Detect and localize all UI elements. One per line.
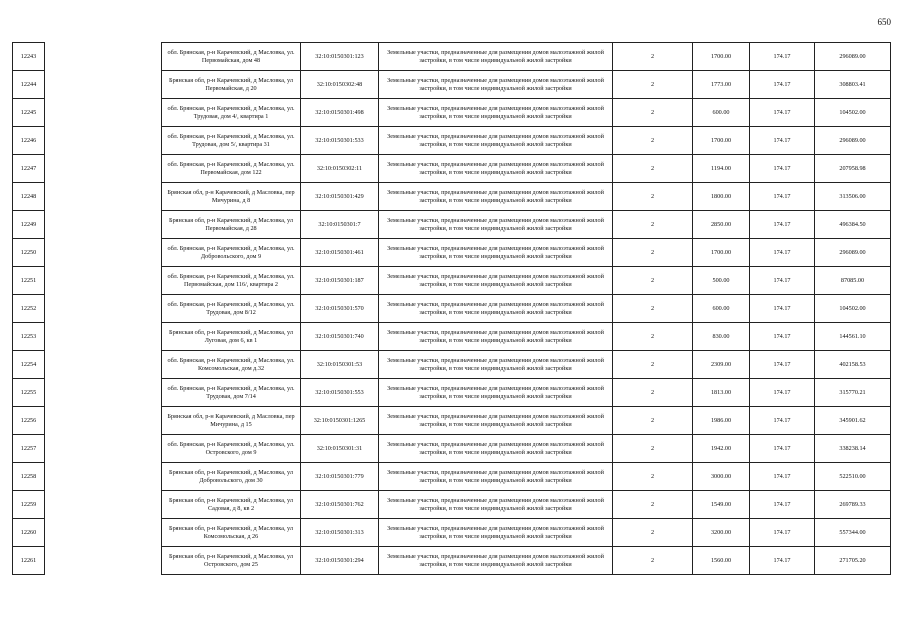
area-cell: 1773.00	[693, 71, 750, 99]
empty-column-cell	[45, 519, 162, 547]
row-number: 12255	[13, 379, 45, 407]
row-number: 12259	[13, 491, 45, 519]
specific-value-cell: 174.17	[750, 519, 815, 547]
cadastral-number-cell: 32:10:0150301:740	[301, 323, 379, 351]
specific-value-cell: 174.17	[750, 239, 815, 267]
category-cell: 2	[613, 351, 693, 379]
address-cell: Брянская обл, р-н Карачевский, д Масловка, ул Комсомольская, д 26	[162, 519, 301, 547]
cadastral-value-cell: 308803.41	[815, 71, 891, 99]
address-cell: обл. Брянская, р-н Карачевский, д Масловка, ул. Добровольского, дом 9	[162, 239, 301, 267]
specific-value-cell: 174.17	[750, 127, 815, 155]
category-cell: 2	[613, 519, 693, 547]
area-cell: 830.00	[693, 323, 750, 351]
land-use-cell: Земельные участки, предназначенные для размещения домов малоэтажной жилой застройки, в том числе индивидуальной жилой застройки	[379, 127, 613, 155]
row-number: 12245	[13, 99, 45, 127]
category-cell: 2	[613, 491, 693, 519]
specific-value-cell: 174.17	[750, 71, 815, 99]
land-use-cell: Земельные участки, предназначенные для размещения домов малоэтажной жилой застройки, в том числе индивидуальной жилой застройки	[379, 183, 613, 211]
specific-value-cell: 174.17	[750, 547, 815, 575]
cadastral-value-cell: 296089.00	[815, 127, 891, 155]
land-use-cell: Земельные участки, предназначенные для размещения домов малоэтажной жилой застройки, в том числе индивидуальной жилой застройки	[379, 239, 613, 267]
category-cell: 2	[613, 267, 693, 295]
category-cell: 2	[613, 155, 693, 183]
land-use-cell: Земельные участки, предназначенные для размещения домов малоэтажной жилой застройки, в том числе индивидуальной жилой застройки	[379, 547, 613, 575]
land-use-cell: Земельные участки, предназначенные для размещения домов малоэтажной жилой застройки, в том числе индивидуальной жилой застройки	[379, 155, 613, 183]
cadastral-value-cell: 207958.98	[815, 155, 891, 183]
specific-value-cell: 174.17	[750, 435, 815, 463]
specific-value-cell: 174.17	[750, 351, 815, 379]
land-use-cell: Земельные участки, предназначенные для размещения домов малоэтажной жилой застройки, в том числе индивидуальной жилой застройки	[379, 295, 613, 323]
cadastral-number-cell: 32:10:0150301:294	[301, 547, 379, 575]
category-cell: 2	[613, 99, 693, 127]
category-cell: 2	[613, 183, 693, 211]
category-cell: 2	[613, 463, 693, 491]
address-cell: Брянская обл, р-н Карачевский, д Масловка, пер Мичурина, д 15	[162, 407, 301, 435]
row-number: 12257	[13, 435, 45, 463]
row-number: 12250	[13, 239, 45, 267]
empty-column-cell	[45, 435, 162, 463]
land-use-cell: Земельные участки, предназначенные для размещения домов малоэтажной жилой застройки, в том числе индивидуальной жилой застройки	[379, 267, 613, 295]
cadastral-number-cell: 32:10:0150302:48	[301, 71, 379, 99]
land-use-cell: Земельные участки, предназначенные для размещения домов малоэтажной жилой застройки, в том числе индивидуальной жилой застройки	[379, 463, 613, 491]
cadastral-number-cell: 32:10:0150301:53	[301, 351, 379, 379]
address-cell: Брянская обл, р-н Карачевский, д Масловка, ул Первомайская, д 28	[162, 211, 301, 239]
area-cell: 600.00	[693, 295, 750, 323]
land-use-cell: Земельные участки, предназначенные для размещения домов малоэтажной жилой застройки, в том числе индивидуальной жилой застройки	[379, 491, 613, 519]
area-cell: 1700.00	[693, 43, 750, 71]
address-cell: обл. Брянская, р-н Карачевский, д Масловка, ул. Первомайская, дом 116/, квартира 2	[162, 267, 301, 295]
cadastral-value-cell: 296089.00	[815, 43, 891, 71]
row-number: 12248	[13, 183, 45, 211]
empty-column-cell	[45, 323, 162, 351]
table-row	[13, 463, 891, 491]
empty-column-cell	[45, 43, 162, 71]
cadastral-number-cell: 32:10:0150302:11	[301, 155, 379, 183]
cadastral-number-cell: 32:10:0150301:779	[301, 463, 379, 491]
land-use-cell: Земельные участки, предназначенные для размещения домов малоэтажной жилой застройки, в том числе индивидуальной жилой застройки	[379, 435, 613, 463]
specific-value-cell: 174.17	[750, 211, 815, 239]
address-cell: обл. Брянская, р-н Карачевский, д Масловка, ул. Комсомольская, дом д.32	[162, 351, 301, 379]
table-row	[13, 491, 891, 519]
empty-column-cell	[45, 127, 162, 155]
cadastral-value-cell: 557344.00	[815, 519, 891, 547]
empty-column-cell	[45, 99, 162, 127]
category-cell: 2	[613, 379, 693, 407]
area-cell: 1942.00	[693, 435, 750, 463]
cadastral-value-cell: 315770.21	[815, 379, 891, 407]
category-cell: 2	[613, 323, 693, 351]
empty-column-cell	[45, 463, 162, 491]
empty-column-cell	[45, 239, 162, 267]
empty-column-cell	[45, 155, 162, 183]
cadastral-value-table	[12, 42, 891, 575]
cadastral-value-cell: 104502.00	[815, 295, 891, 323]
address-cell: обл. Брянская, р-н Карачевский, д Масловка, ул. Первомайская, дом 122	[162, 155, 301, 183]
cadastral-value-cell: 269789.33	[815, 491, 891, 519]
area-cell: 1700.00	[693, 127, 750, 155]
address-cell: Брянская обл, р-н Карачевский, д Масловка, ул Добровольского, дом 30	[162, 463, 301, 491]
area-cell: 600.00	[693, 99, 750, 127]
land-use-cell: Земельные участки, предназначенные для размещения домов малоэтажной жилой застройки, в том числе индивидуальной жилой застройки	[379, 379, 613, 407]
cadastral-number-cell: 32:10:0150301:123	[301, 43, 379, 71]
specific-value-cell: 174.17	[750, 491, 815, 519]
cadastral-number-cell: 32:10:0150301:553	[301, 379, 379, 407]
table-row	[13, 71, 891, 99]
cadastral-value-cell: 496384.50	[815, 211, 891, 239]
specific-value-cell: 174.17	[750, 183, 815, 211]
address-cell: Брянская обл, р-н Карачевский, д Масловка, пер Мичурина, д 8	[162, 183, 301, 211]
table-row	[13, 183, 891, 211]
address-cell: обл. Брянская, р-н Карачевский, д Масловка, ул. Трудовая, дом 4/, квартира 1	[162, 99, 301, 127]
empty-column-cell	[45, 351, 162, 379]
cadastral-number-cell: 32:10:0150301:762	[301, 491, 379, 519]
cadastral-value-cell: 271705.20	[815, 547, 891, 575]
row-number: 12256	[13, 407, 45, 435]
category-cell: 2	[613, 547, 693, 575]
area-cell: 1560.00	[693, 547, 750, 575]
cadastral-value-cell: 338238.14	[815, 435, 891, 463]
cadastral-value-cell: 296089.00	[815, 239, 891, 267]
table-row	[13, 43, 891, 71]
table-row	[13, 295, 891, 323]
land-use-cell: Земельные участки, предназначенные для размещения домов малоэтажной жилой застройки, в том числе индивидуальной жилой застройки	[379, 351, 613, 379]
specific-value-cell: 174.17	[750, 99, 815, 127]
category-cell: 2	[613, 295, 693, 323]
area-cell: 3000.00	[693, 463, 750, 491]
land-use-cell: Земельные участки, предназначенные для размещения домов малоэтажной жилой застройки, в том числе индивидуальной жилой застройки	[379, 323, 613, 351]
row-number: 12243	[13, 43, 45, 71]
empty-column-cell	[45, 491, 162, 519]
area-cell: 2850.00	[693, 211, 750, 239]
table-row	[13, 435, 891, 463]
table-row	[13, 99, 891, 127]
row-number: 12252	[13, 295, 45, 323]
cadastral-number-cell: 32:10:0150301:1265	[301, 407, 379, 435]
cadastral-value-cell: 313506.00	[815, 183, 891, 211]
empty-column-cell	[45, 407, 162, 435]
address-cell: обл. Брянская, р-н Карачевский, д Масловка, ул. Трудовая, дом 8/12	[162, 295, 301, 323]
land-use-cell: Земельные участки, предназначенные для размещения домов малоэтажной жилой застройки, в том числе индивидуальной жилой застройки	[379, 211, 613, 239]
cadastral-number-cell: 32:10:0150301:429	[301, 183, 379, 211]
cadastral-number-cell: 32:10:0150301:533	[301, 127, 379, 155]
empty-column-cell	[45, 71, 162, 99]
address-cell: обл. Брянская, р-н Карачевский, д Масловка, ул. Первомайская, дом 48	[162, 43, 301, 71]
row-number: 12246	[13, 127, 45, 155]
empty-column-cell	[45, 267, 162, 295]
row-number: 12261	[13, 547, 45, 575]
area-cell: 1700.00	[693, 239, 750, 267]
category-cell: 2	[613, 211, 693, 239]
cadastral-value-cell: 402158.53	[815, 351, 891, 379]
specific-value-cell: 174.17	[750, 155, 815, 183]
cadastral-number-cell: 32:10:0150301:187	[301, 267, 379, 295]
land-use-cell: Земельные участки, предназначенные для размещения домов малоэтажной жилой застройки, в том числе индивидуальной жилой застройки	[379, 519, 613, 547]
address-cell: Брянская обл, р-н Карачевский, д Масловка, ул Садовая, д 8, кв 2	[162, 491, 301, 519]
land-use-cell: Земельные участки, предназначенные для размещения домов малоэтажной жилой застройки, в том числе индивидуальной жилой застройки	[379, 99, 613, 127]
land-use-cell: Земельные участки, предназначенные для размещения домов малоэтажной жилой застройки, в том числе индивидуальной жилой застройки	[379, 407, 613, 435]
cadastral-number-cell: 32:10:0150301:461	[301, 239, 379, 267]
page-number: 650	[877, 17, 891, 27]
area-cell: 2309.00	[693, 351, 750, 379]
address-cell: Брянская обл, р-н Карачевский, д Масловка, ул Первомайская, д 20	[162, 71, 301, 99]
row-number: 12260	[13, 519, 45, 547]
table-row	[13, 547, 891, 575]
land-use-cell: Земельные участки, предназначенные для размещения домов малоэтажной жилой застройки, в том числе индивидуальной жилой застройки	[379, 43, 613, 71]
category-cell: 2	[613, 239, 693, 267]
category-cell: 2	[613, 407, 693, 435]
cadastral-value-cell: 87085.00	[815, 267, 891, 295]
empty-column-cell	[45, 379, 162, 407]
table-row	[13, 323, 891, 351]
table-row	[13, 351, 891, 379]
specific-value-cell: 174.17	[750, 267, 815, 295]
area-cell: 500.00	[693, 267, 750, 295]
row-number: 12251	[13, 267, 45, 295]
table-row	[13, 127, 891, 155]
category-cell: 2	[613, 127, 693, 155]
cadastral-number-cell: 32:10:0150301:31	[301, 435, 379, 463]
specific-value-cell: 174.17	[750, 43, 815, 71]
empty-column-cell	[45, 295, 162, 323]
row-number: 12249	[13, 211, 45, 239]
cadastral-number-cell: 32:10:0150301:498	[301, 99, 379, 127]
address-cell: обл. Брянская, р-н Карачевский, д Масловка, ул. Трудовая, дом 7/14	[162, 379, 301, 407]
area-cell: 1549.00	[693, 491, 750, 519]
address-cell: обл. Брянская, р-н Карачевский, д Масловка, ул. Трудовая, дом 5/, квартира 31	[162, 127, 301, 155]
specific-value-cell: 174.17	[750, 379, 815, 407]
table-row	[13, 519, 891, 547]
cadastral-number-cell: 32:10:0150301:570	[301, 295, 379, 323]
address-cell: Брянская обл, р-н Карачевский, д Масловка, ул Луговая, дом 6, кв 1	[162, 323, 301, 351]
category-cell: 2	[613, 43, 693, 71]
empty-column-cell	[45, 211, 162, 239]
table-row	[13, 407, 891, 435]
empty-column-cell	[45, 183, 162, 211]
address-cell: обл. Брянская, р-н Карачевский, д Масловка, ул. Островского, дом 9	[162, 435, 301, 463]
table-row	[13, 267, 891, 295]
area-cell: 3200.00	[693, 519, 750, 547]
category-cell: 2	[613, 71, 693, 99]
category-cell: 2	[613, 435, 693, 463]
specific-value-cell: 174.17	[750, 407, 815, 435]
land-use-cell: Земельные участки, предназначенные для размещения домов малоэтажной жилой застройки, в том числе индивидуальной жилой застройки	[379, 71, 613, 99]
area-cell: 1813.00	[693, 379, 750, 407]
area-cell: 1986.00	[693, 407, 750, 435]
area-cell: 1800.00	[693, 183, 750, 211]
row-number: 12258	[13, 463, 45, 491]
table-row	[13, 211, 891, 239]
row-number: 12244	[13, 71, 45, 99]
cadastral-number-cell: 32:10:0150301:313	[301, 519, 379, 547]
row-number: 12253	[13, 323, 45, 351]
table-row	[13, 155, 891, 183]
specific-value-cell: 174.17	[750, 323, 815, 351]
cadastral-value-cell: 345901.62	[815, 407, 891, 435]
cadastral-value-cell: 144561.10	[815, 323, 891, 351]
address-cell: Брянская обл, р-н Карачевский, д Масловка, ул Островского, дом 25	[162, 547, 301, 575]
cadastral-value-cell: 522510.00	[815, 463, 891, 491]
table-row	[13, 239, 891, 267]
area-cell: 1194.00	[693, 155, 750, 183]
specific-value-cell: 174.17	[750, 463, 815, 491]
row-number: 12254	[13, 351, 45, 379]
specific-value-cell: 174.17	[750, 295, 815, 323]
table-body	[13, 43, 891, 575]
cadastral-value-cell: 104502.00	[815, 99, 891, 127]
table-row	[13, 379, 891, 407]
cadastral-number-cell: 32:10:0150301:7	[301, 211, 379, 239]
row-number: 12247	[13, 155, 45, 183]
empty-column-cell	[45, 547, 162, 575]
